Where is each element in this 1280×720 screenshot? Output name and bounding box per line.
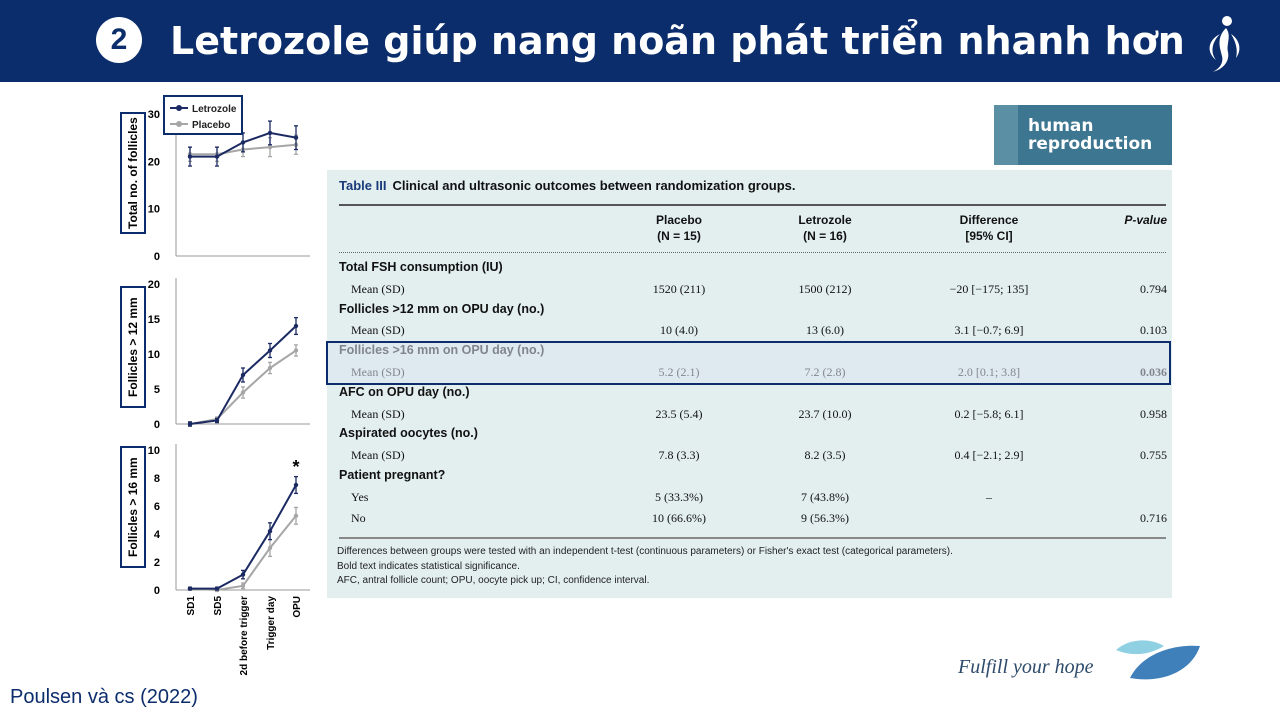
header-difference-ci: [95% CI]	[965, 229, 1013, 243]
letrozole-point	[268, 131, 272, 135]
y-tick-label: 8	[153, 473, 160, 485]
cell-placebo: 5 (33.3%)	[655, 489, 703, 504]
cell-letrozole: 8.2 (3.5)	[804, 448, 846, 463]
slide-title: Letrozole giúp nang noãn phát triển nhanh hơn	[170, 19, 1185, 63]
x-tick-label: SD1	[186, 596, 197, 616]
letrozole-point	[241, 373, 245, 377]
legend-label: Letrozole	[192, 104, 237, 115]
placebo-point	[268, 145, 272, 149]
legend-label: Placebo	[192, 120, 231, 131]
cell-pvalue: 0.716	[1140, 510, 1167, 525]
y-tick-label: 0	[153, 585, 160, 597]
x-tick-label: 2d before trigger	[239, 596, 250, 676]
row-label: Mean (SD)	[351, 406, 405, 421]
row-section-label: Follicles >12 mm on OPU day (no.)	[339, 301, 545, 316]
slide-number-badge: 2	[96, 17, 142, 63]
letrozole-point	[268, 348, 272, 352]
y-tick-label: 10	[147, 203, 160, 216]
y-tick-label: 20	[147, 156, 160, 169]
placebo-point	[268, 546, 272, 550]
cell-placebo: 10 (66.6%)	[652, 510, 706, 525]
table-top-rule	[339, 204, 1166, 206]
header-letrozole-name: Letrozole	[798, 213, 852, 227]
cell-placebo: 1520 (211)	[652, 281, 706, 296]
row-label: Yes	[351, 489, 369, 504]
placebo-point	[294, 348, 298, 352]
row-label: Mean (SD)	[351, 323, 405, 338]
letrozole-point	[294, 135, 298, 139]
row-section-label: Aspirated oocytes (no.)	[339, 426, 478, 441]
x-tick-label: OPU	[292, 596, 303, 618]
journal-logo-line1: human	[1028, 116, 1094, 136]
letrozole-point	[188, 422, 192, 426]
letrozole-point	[241, 572, 245, 576]
row-label: No	[351, 510, 366, 525]
header-pvalue: P-value	[1124, 213, 1167, 227]
y-tick-label: 0	[153, 419, 160, 431]
cell-pvalue: 0.794	[1140, 281, 1167, 296]
highlight-box-16mm	[326, 341, 1171, 385]
x-tick-label: Trigger day	[266, 596, 277, 650]
cell-difference: −20 [−175; 135]	[949, 281, 1029, 296]
cell-difference: 0.4 [−2.1; 2.9]	[954, 448, 1024, 463]
letrozole-point	[268, 529, 272, 533]
letrozole-point	[188, 586, 192, 590]
cell-letrozole: 13 (6.0)	[806, 323, 844, 338]
cell-letrozole: 7 (43.8%)	[801, 489, 849, 504]
table-caption-text: Clinical and ultrasonic outcomes between randomization groups.	[392, 178, 796, 193]
cell-difference: 3.1 [−0.7; 6.9]	[954, 323, 1024, 338]
letrozole-point	[294, 324, 298, 328]
ylabel-12mm: Follicles > 12 mm	[120, 286, 146, 408]
letrozole-point	[188, 154, 192, 158]
legend-marker	[176, 121, 182, 127]
letrozole-point	[215, 418, 219, 422]
y-tick-label: 6	[153, 501, 160, 513]
placebo-point	[241, 584, 245, 588]
clinic-logo-icon	[1198, 12, 1248, 74]
cell-letrozole: 23.7 (10.0)	[798, 406, 852, 421]
ylabel-total: Total no. of follicles	[120, 112, 146, 234]
y-tick-label: 15	[147, 314, 160, 326]
header-placebo	[609, 212, 749, 244]
footnote: AFC, antral follicle count; OPU, oocyte pick up; CI, confidence interval.	[337, 575, 650, 586]
cell-letrozole: 1500 (212)	[798, 281, 852, 296]
placebo-point	[268, 366, 272, 370]
table-header-rule	[339, 252, 1166, 253]
y-tick-label: 2	[153, 557, 160, 569]
table-caption	[339, 178, 796, 193]
cell-letrozole: 9 (56.3%)	[801, 510, 849, 525]
tagline: Fulfill your hope	[958, 656, 1094, 678]
cell-placebo: 23.5 (5.4)	[655, 406, 703, 421]
cell-pvalue: 0.755	[1140, 448, 1167, 463]
row-section-label: Patient pregnant?	[339, 468, 446, 482]
header-placebo-name: Placebo	[655, 213, 703, 227]
title-bar	[0, 0, 1280, 82]
y-tick-label: 10	[147, 349, 160, 361]
y-tick-label: 30	[147, 109, 160, 121]
placebo-point	[294, 514, 298, 518]
cell-placebo: 10 (4.0)	[660, 323, 698, 338]
cell-difference: –	[986, 489, 992, 504]
y-tick-label: 0	[153, 251, 160, 263]
footnote: Differences between groups were tested with an independent t-test (continuous parameters) or Fisher's exact test (categorical parameters).	[337, 546, 953, 557]
letrozole-point	[294, 483, 298, 487]
header-letrozole	[755, 212, 895, 244]
cell-difference: 0.2 [−5.8; 6.1]	[954, 406, 1024, 421]
table-bottom-rule	[339, 537, 1166, 539]
row-section-label: AFC on OPU day (no.)	[339, 384, 470, 399]
header-difference	[919, 212, 1059, 244]
y-tick-label: 5	[153, 384, 160, 396]
letrozole-point	[215, 586, 219, 590]
cell-pvalue: 0.103	[1140, 323, 1167, 338]
cell-placebo: 7.8 (3.3)	[658, 448, 700, 463]
leaf-logo-icon	[1112, 636, 1202, 684]
y-tick-label: 10	[147, 445, 160, 457]
significance-marker: *	[292, 457, 300, 477]
row-label: Mean (SD)	[351, 281, 405, 296]
table-label: Table III	[339, 178, 387, 193]
letrozole-point	[215, 154, 219, 158]
ylabel-16mm: Follicles > 16 mm	[120, 446, 146, 568]
placebo-point	[241, 390, 245, 394]
header-placebo-n: (N = 15)	[657, 229, 701, 243]
legend-marker	[176, 105, 182, 111]
y-tick-label: 20	[147, 279, 160, 291]
journal-logo	[994, 105, 1172, 165]
y-tick-label: 4	[153, 529, 160, 541]
cell-pvalue: 0.958	[1140, 406, 1167, 421]
header-letrozole-n: (N = 16)	[803, 229, 847, 243]
x-tick-label: SD5	[213, 596, 224, 616]
journal-logo-line2: reproduction	[1028, 134, 1153, 154]
footnote: Bold text indicates statistical significance.	[337, 561, 520, 572]
letrozole-point	[241, 140, 245, 144]
follicle-charts	[110, 90, 325, 680]
row-label: Mean (SD)	[351, 448, 405, 463]
header-difference-name: Difference	[959, 213, 1019, 227]
row-section-label: Total FSH consumption (IU)	[339, 260, 503, 274]
citation: Poulsen và cs (2022)	[10, 686, 198, 708]
